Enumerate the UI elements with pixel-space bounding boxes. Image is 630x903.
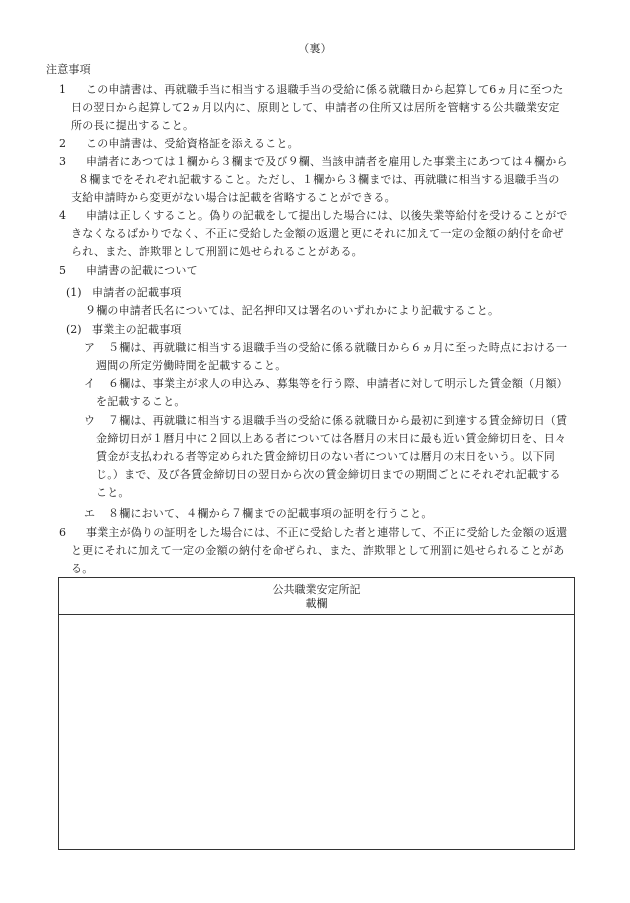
- item-1-line-1: この申請書は、再就職手当に相当する退職手当の受給に係る就職日から起算して6ヵ月に至つた: [86, 83, 564, 96]
- office-use-title-line-1: 公共職業安定所記: [272, 583, 361, 596]
- sub-1-title: 申請者の記載事項: [92, 286, 182, 299]
- sub-2-a-line-1: ５欄は、再就職に相当する退職手当の受給に係る就職日から６ヵ月に至った時点における一: [108, 341, 568, 354]
- office-use-title-line-2: 載欄: [305, 597, 328, 610]
- page-header: （裏）: [298, 42, 332, 55]
- sub-1-text: ９欄の申請者氏名については、記名押印又は署名のいずれかにより記載すること。: [85, 304, 500, 317]
- sub-2-label-e: エ: [84, 507, 95, 520]
- sub-2-e-line-1: ８欄において、４欄から７欄までの記載事項の証明を行うこと。: [108, 507, 433, 520]
- sub-2-title: 事業主の記載事項: [92, 323, 182, 336]
- sub-2-u-line-2: 金締切日が１暦月中に２回以上ある者については各暦月の末日に最も近い賃金締切日を、日々: [96, 432, 567, 445]
- item-3-line-1: 申請者にあつては１欄から３欄まで及び９欄、当該申請者を雇用した事業主にあつては４欄から: [86, 155, 568, 168]
- item-number: 4: [59, 209, 66, 222]
- sub-2-label-u: ウ: [84, 414, 95, 427]
- item-6-line-3: る。: [71, 562, 94, 575]
- item-1-line-3: 所の長に提出すること。: [71, 119, 195, 132]
- sub-2-u-line-3: 賃金が支払われる者等定められた賃金締切日のない者については暦月の末日をいう。以下同: [96, 450, 555, 463]
- item-5-title: 申請書の記載について: [86, 264, 198, 277]
- item-number: 2: [59, 137, 66, 150]
- item-1-line-2: 日の翌日から起算して2ヵ月以内に、原則として、申請者の住所又は居所を管轄する公共職業安定: [71, 101, 560, 114]
- item-number: 1: [59, 83, 66, 96]
- sub-2-number: (2): [66, 323, 82, 336]
- sub-2-i-line-1: ６欄は、事業主が求人の申込み、募集等を行う際、申請者に対して明示した賃金額（月額）: [108, 377, 568, 390]
- sub-2-u-line-5: こと。: [96, 486, 130, 499]
- item-number: 3: [59, 155, 66, 168]
- item-4-line-3: られ、また、詐欺罪として刑罰に処せられることがある。: [71, 245, 363, 258]
- item-2-line-1: この申請書は、受給資格証を添えること。: [86, 137, 299, 150]
- item-4-line-2: きなくなるばかりでなく、不正に受給した金額の返還と更にそれに加えて一定の金額の納付を命ぜ: [71, 227, 564, 240]
- item-3-line-3: 支給申請時から変更がない場合は記載を省略することができる。: [71, 191, 396, 204]
- item-6-line-2: と更にそれに加えて一定の金額の納付を命ぜられ、また、詐欺罪として刑罰に処せられることがあ: [71, 544, 565, 557]
- item-4-line-1: 申請は正しくすること。偽りの記載をして提出した場合には、以後失業等給付を受けることがで: [86, 209, 568, 222]
- item-3-line-2: ８欄までをそれぞれ記載すること。ただし、１欄から３欄までは、再就職に相当する退職手当の: [78, 173, 560, 186]
- sub-1-number: (1): [66, 286, 82, 299]
- sub-2-u-line-4: じ。）まで、及び各賃金締切日の翌日から次の賃金締切日までの期間ごとにそれぞれ記載する: [96, 468, 561, 481]
- item-6-line-1: 事業主が偽りの証明をした場合には、不正に受給した者と連帯して、不正に受給した金額の返還: [86, 526, 568, 539]
- office-use-entry-area[interactable]: [59, 615, 574, 849]
- sub-2-label-i: イ: [84, 377, 95, 390]
- sub-2-u-line-1: ７欄は、再就職に相当する退職手当の受給に係る就職日から最初に到達する賃金締切日（賃: [108, 414, 568, 427]
- item-number: 5: [59, 264, 66, 277]
- item-number: 6: [59, 526, 66, 539]
- sub-2-a-line-2: 週間の所定労働時間を記載すること。: [96, 359, 287, 372]
- office-use-box-header: [59, 578, 574, 615]
- section-title: 注意事項: [46, 63, 91, 76]
- sub-2-i-line-2: を記載すること。: [96, 395, 186, 408]
- office-use-box: [58, 577, 575, 850]
- sub-2-label-a: ア: [84, 341, 95, 354]
